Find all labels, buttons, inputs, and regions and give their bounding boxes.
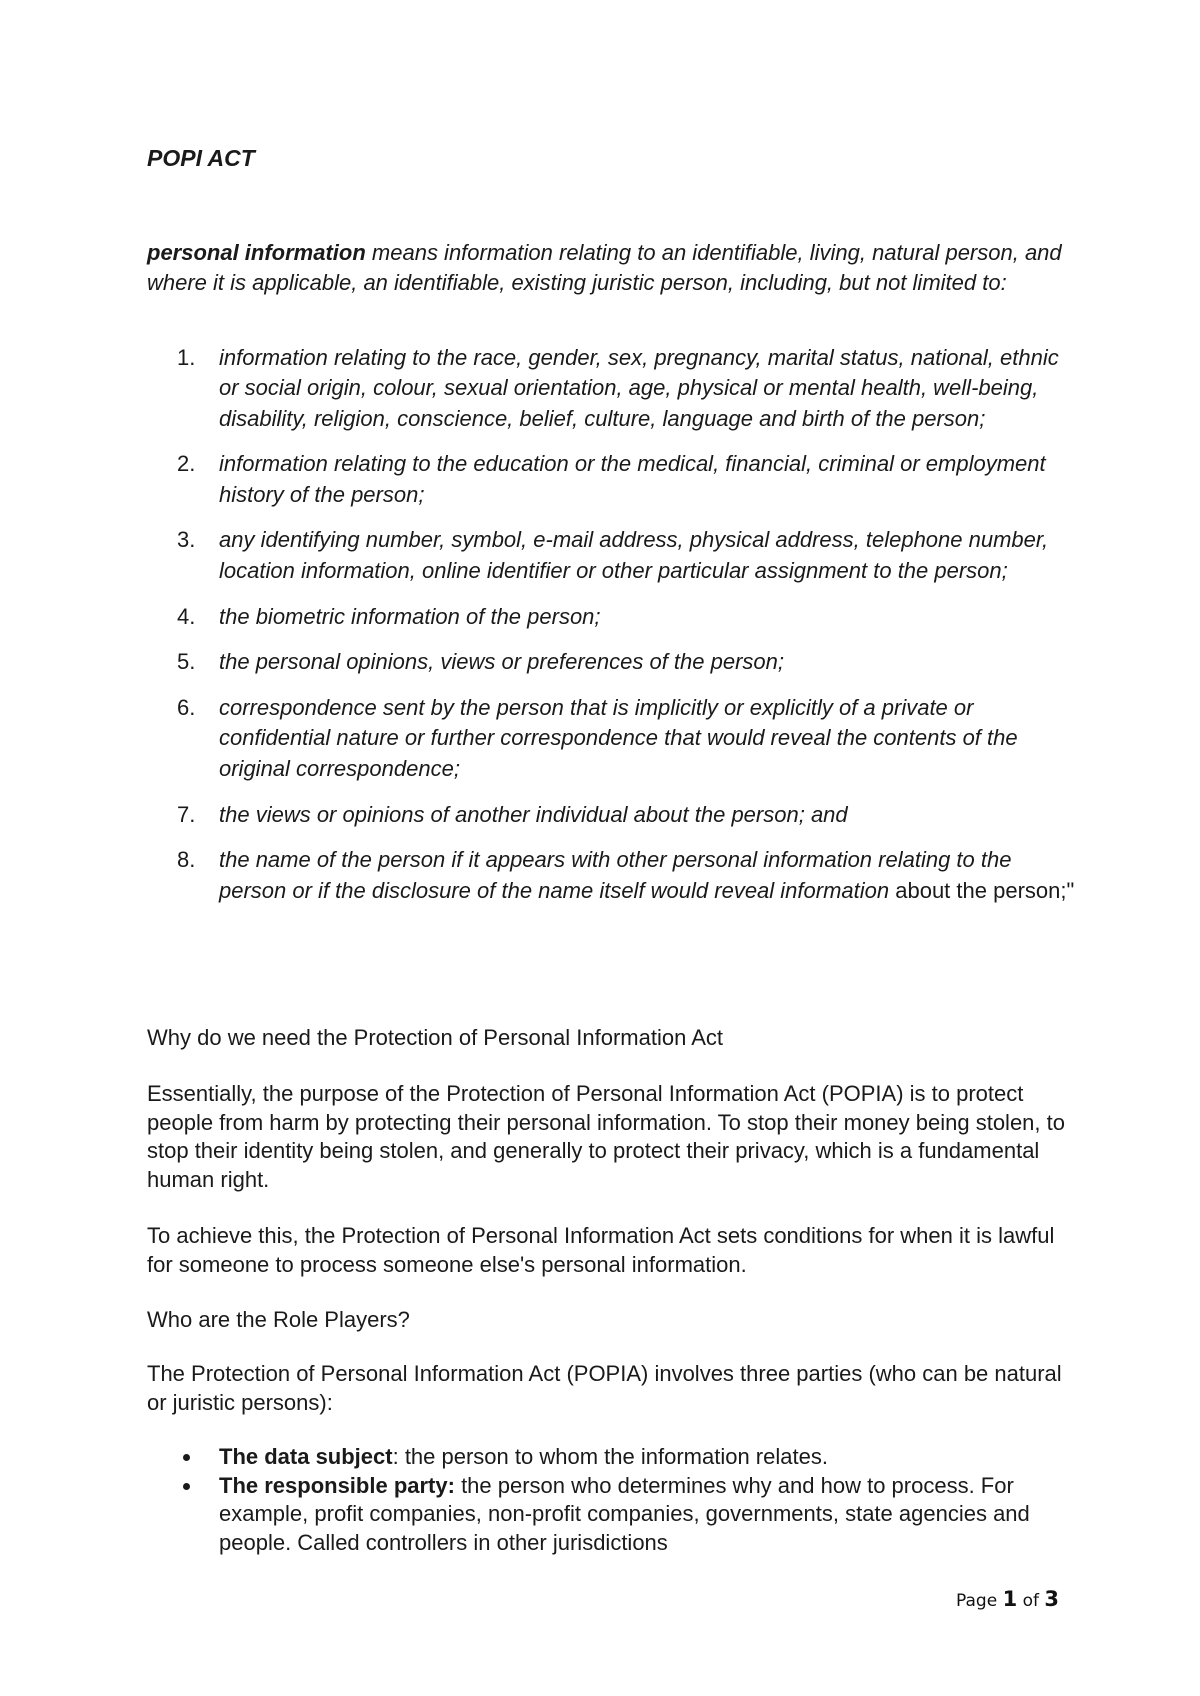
list-item bbox=[147, 647, 1077, 677]
bullet-item bbox=[147, 1472, 1077, 1558]
list-item-number: 3. bbox=[177, 527, 196, 553]
list-item-text: any identifying number, symbol, e-mail address, physical address, telephone number, location information, online identifier or other particular assignment to the person; bbox=[219, 527, 1049, 583]
page-number: 1 bbox=[1002, 1587, 1018, 1611]
list-item-number: 5. bbox=[177, 649, 196, 675]
list-item bbox=[147, 602, 1077, 632]
list-item-number: 6. bbox=[177, 695, 196, 721]
list-item bbox=[147, 449, 1077, 510]
list-item-number: 8. bbox=[177, 847, 196, 873]
bullet-label: The responsible party: bbox=[219, 1472, 455, 1498]
list-item bbox=[147, 693, 1077, 784]
list-item bbox=[147, 525, 1077, 586]
list-item-text: the biometric information of the person; bbox=[219, 603, 601, 629]
list-item-text: the views or opinions of another individual about the person; and bbox=[219, 801, 848, 827]
paragraph-parties: The Protection of Personal Information Act (POPIA) involves three parties (who can be natural or juristic persons): bbox=[147, 1361, 1062, 1415]
list-item-number: 1. bbox=[177, 345, 196, 370]
page-footer bbox=[956, 1587, 1059, 1611]
page-of-label: of bbox=[1022, 1591, 1039, 1611]
list-item-text: information relating to the education or the medical, financial, criminal or employment history of the person; bbox=[219, 451, 1046, 507]
list-item-number: 7. bbox=[177, 801, 196, 827]
list-item-number: 2. bbox=[177, 451, 196, 477]
page-label: Page bbox=[956, 1591, 998, 1611]
paragraph-purpose: Essentially, the purpose of the Protection of Personal Information Act (POPIA) is to protect people from harm by protecting their personal information. To stop their money being stolen, to stop their identity being stolen, and generally to protect their privacy, which is a fundamental human right. bbox=[147, 1081, 1065, 1192]
bullet-icon bbox=[183, 1454, 190, 1461]
bullet-icon bbox=[183, 1483, 190, 1490]
list-item-tail: about the person;" bbox=[889, 877, 1075, 903]
bullet-list bbox=[147, 1443, 1077, 1557]
definition-text: means information relating to an identifiable, living, natural person, and where it is applicable, an identifiable, existing juristic person, including, but not limited to: bbox=[147, 240, 1062, 295]
page-total: 3 bbox=[1044, 1587, 1060, 1611]
definition-term: personal information bbox=[147, 240, 366, 265]
bullet-label: The data subject bbox=[219, 1444, 393, 1469]
bullet-text: : the person to whom the information relates. bbox=[392, 1444, 828, 1469]
bullet-text: the person who determines why and how to process. For example, profit companies, non-profit companies, governments, state agencies and people. Called controllers in other jurisdictions bbox=[219, 1472, 1030, 1555]
list-item-number: 4. bbox=[177, 603, 196, 629]
definition-list bbox=[147, 343, 1077, 921]
list-item-text: the name of the person if it appears with other personal information relating to the person or if the disclosure of the name itself would reveal information bbox=[219, 847, 1012, 903]
list-item bbox=[147, 800, 1077, 830]
bullet-item bbox=[147, 1443, 1077, 1472]
document-title: POPI ACT bbox=[147, 145, 255, 171]
definition-paragraph bbox=[147, 238, 1067, 298]
list-item bbox=[147, 343, 1077, 434]
heading-why: Why do we need the Protection of Personal Information Act bbox=[147, 1025, 723, 1050]
list-item bbox=[147, 845, 1077, 906]
paragraph-conditions: To achieve this, the Protection of Personal Information Act sets conditions for when it is lawful for someone to process someone else's personal information. bbox=[147, 1223, 1055, 1277]
list-item-text: correspondence sent by the person that is implicitly or explicitly of a private or confidential nature or further correspondence that would reveal the contents of the original correspondence; bbox=[219, 695, 1018, 781]
list-item-text: information relating to the race, gender, sex, pregnancy, marital status, national, ethnic or social origin, colour, sexual orientation, age, physical or mental health, well-being, disability, religion, conscience, belief, culture, language and birth of the person; bbox=[219, 345, 1059, 431]
list-item-text: the personal opinions, views or preferences of the person; bbox=[219, 649, 784, 675]
heading-role-players: Who are the Role Players? bbox=[147, 1307, 410, 1332]
